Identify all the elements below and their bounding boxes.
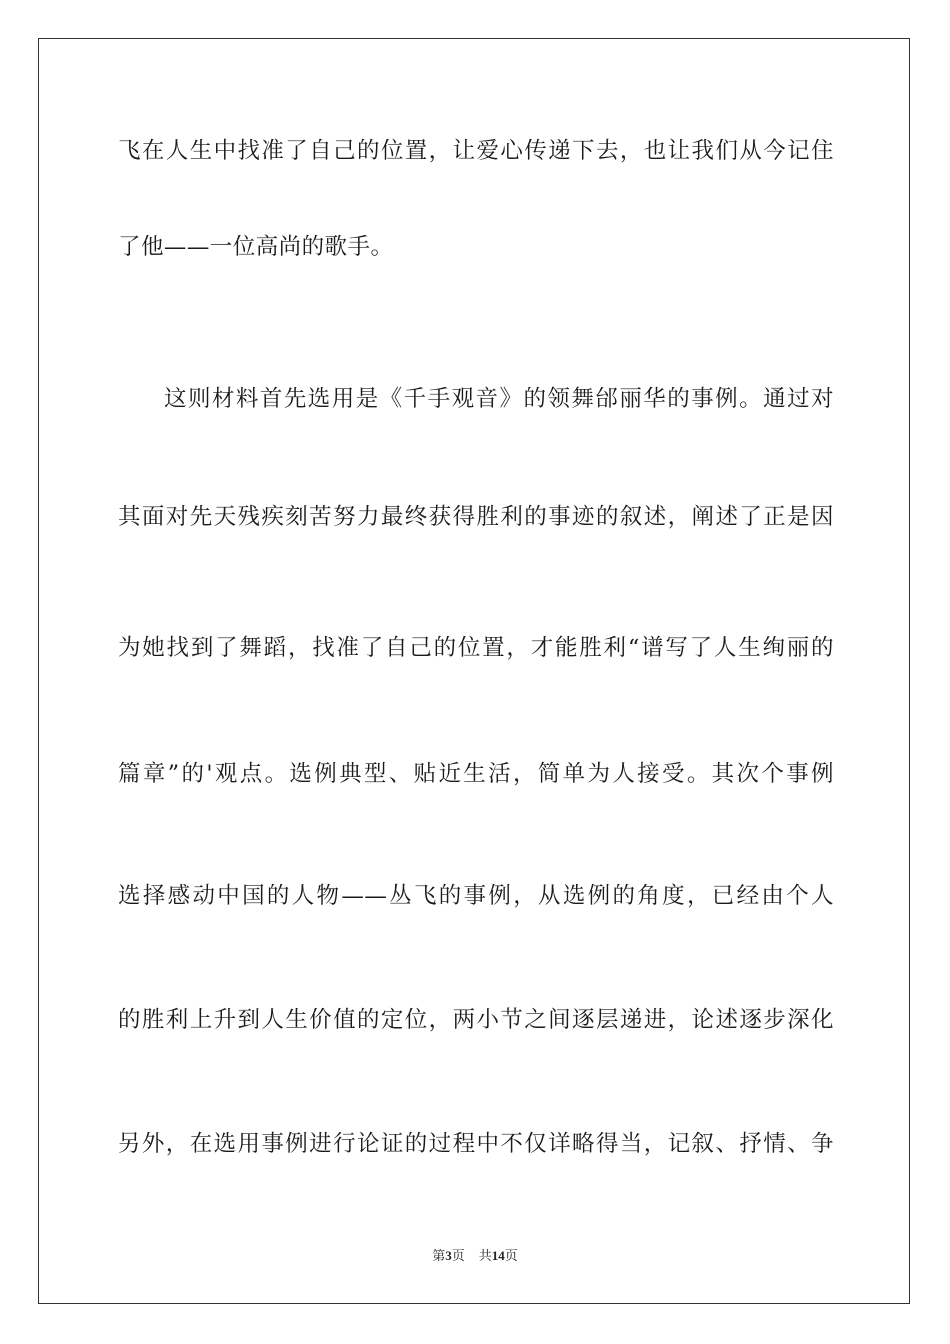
page-footer [0,1246,950,1266]
text-line-1: 飞在人生中找准了自己的位置，让爱心传递下去，也让我们从今记住 [118,138,834,164]
text-line-7: 选择感动中国的人物——丛飞的事例，从选例的角度，已经由个人 [118,883,834,909]
text-line-3: 这则材料首先选用是《千手观音》的领舞邰丽华的事例。通过对 [164,386,834,412]
text-line-8: 的胜利上升到人生价值的定位，两小节之间逐层递进，论述逐步深化 [118,1007,834,1033]
footer-total-prefix: 共 [478,1248,492,1263]
footer-page-prefix: 第 [432,1248,446,1263]
footer-total-suffix: 页 [504,1248,518,1263]
text-line-9: 另外，在选用事例进行论证的过程中不仅详略得当，记叙、抒情、争 [118,1131,834,1157]
footer-page-number: 3 [445,1248,452,1263]
text-line-6: 篇章”的'观点。选例典型、贴近生活，简单为人接受。其次个事例 [118,761,834,787]
footer-page-suffix: 页 [451,1248,465,1263]
text-line-5: 为她找到了舞蹈，找准了自己的位置，才能胜利“谱写了人生绚丽的 [118,635,834,661]
text-line-4: 其面对先天残疾刻苦努力最终获得胜利的事迹的叙述，阐述了正是因 [118,504,834,530]
text-line-2: 了他——一位高尚的歌手。 [118,234,394,260]
footer-total-pages: 14 [491,1248,505,1263]
